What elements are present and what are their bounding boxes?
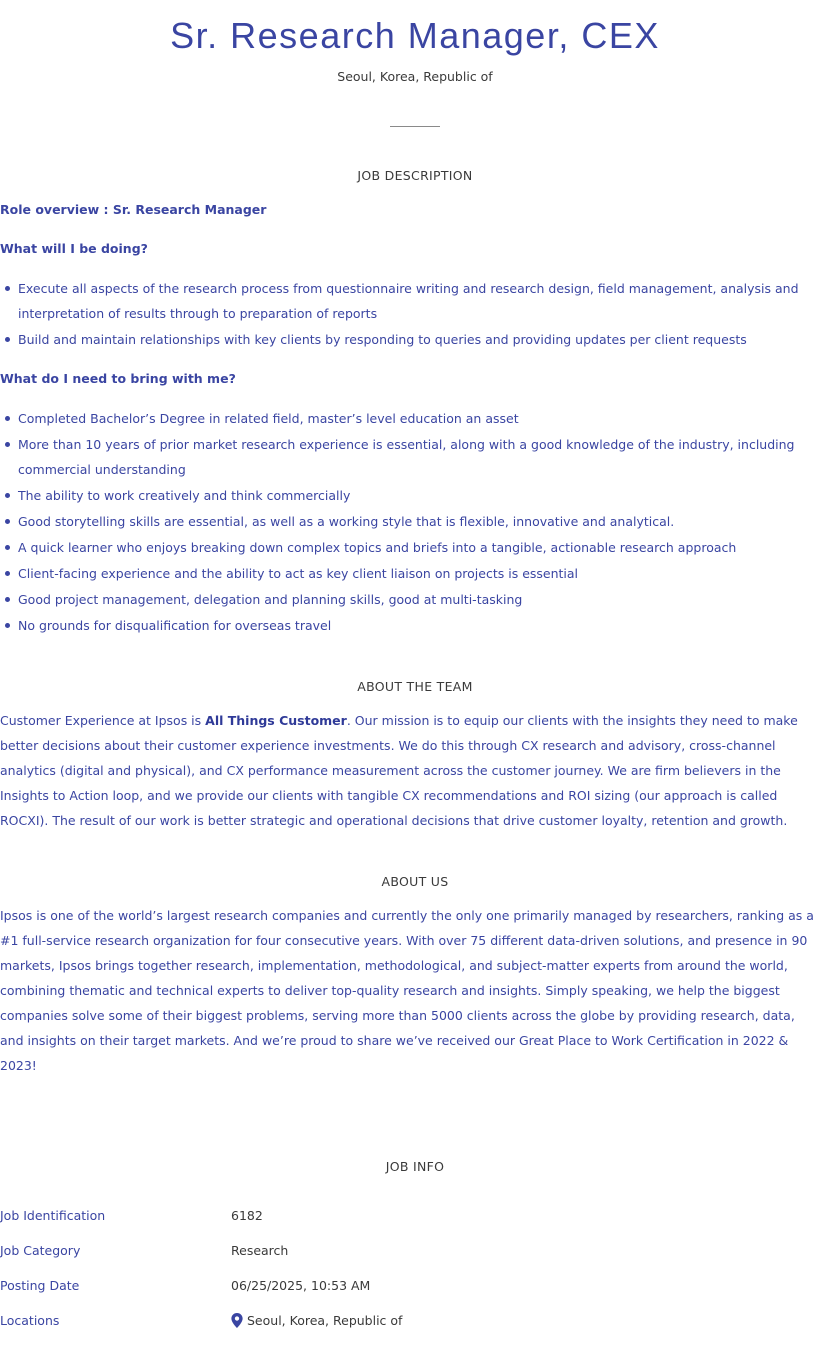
bring-heading: What do I need to bring with me? <box>0 371 236 386</box>
about-us-text: Ipsos is one of the world’s largest research companies and currently the only one primarily managed by researchers, ranking as a #1 full-service research organization for four consecutive years. With over 75 different data-driven solutions, and presence in 90 markets, Ipsos brings together research, implementation, methodological, and subject-matter experts from around the world, combining thematic and technical experts to deliver top-quality research and insights. Simply speaking, we help the biggest companies solve some of their biggest problems, serving more than 5000 clients across the globe by providing research, data, and insights on their target markets. And we’re proud to share we’ve received our Great Place to Work Certification in 2022 & 2023! <box>0 908 814 1073</box>
doing-list <box>0 276 815 353</box>
info-value: 06/25/2025, 10:53 AM <box>231 1278 371 1293</box>
job-title: Sr. Research Manager, CEX <box>170 15 660 56</box>
list-item: No grounds for disqualification for overseas travel <box>0 613 815 638</box>
job-info-heading: JOB INFO <box>385 1159 445 1174</box>
bullet-icon <box>5 519 10 524</box>
info-label: Posting Date <box>0 1278 80 1293</box>
list-item: A quick learner who enjoys breaking down complex topics and briefs into a tangible, actionable research approach <box>0 535 815 560</box>
about-us-heading: ABOUT US <box>381 874 449 889</box>
bullet-icon <box>5 571 10 576</box>
info-value: Seoul, Korea, Republic of <box>231 1311 402 1331</box>
bullet-icon <box>5 442 10 447</box>
role-overview: Role overview : Sr. Research Manager <box>0 202 267 217</box>
info-label: Locations <box>0 1313 60 1328</box>
bullet-icon <box>5 623 10 628</box>
map-pin-icon <box>231 1313 243 1328</box>
bullet-icon <box>5 597 10 602</box>
info-label: Job Identification <box>0 1208 106 1223</box>
list-item: Build and maintain relationships with key clients by responding to queries and providing updates per client requests <box>0 327 815 352</box>
job-info-row-id <box>0 1206 830 1226</box>
job-info-row-category <box>0 1241 830 1261</box>
bullet-icon <box>5 545 10 550</box>
bring-list <box>0 406 815 639</box>
bullet-icon <box>5 286 10 291</box>
info-label: Job Category <box>0 1243 81 1258</box>
job-info-row-locations <box>0 1311 830 1331</box>
list-item: Good project management, delegation and planning skills, good at multi-tasking <box>0 587 815 612</box>
job-description-heading: JOB DESCRIPTION <box>357 168 473 183</box>
list-item: Client-facing experience and the ability to act as key client liaison on projects is essential <box>0 561 815 586</box>
list-item: More than 10 years of prior market research experience is essential, along with a good knowledge of the industry, including commercial understanding <box>0 432 815 482</box>
list-item: Execute all aspects of the research process from questionnaire writing and research design, field management, analysis and interpretation of results through to preparation of reports <box>0 276 815 326</box>
list-item: Good storytelling skills are essential, as well as a working style that is flexible, innovative and analytical. <box>0 509 815 534</box>
info-value: 6182 <box>231 1208 263 1223</box>
info-value: Research <box>231 1243 289 1258</box>
bullet-icon <box>5 493 10 498</box>
job-location: Seoul, Korea, Republic of <box>337 69 493 84</box>
title-divider <box>390 126 440 127</box>
bullet-icon <box>5 337 10 342</box>
doing-heading: What will I be doing? <box>0 241 148 256</box>
list-item: The ability to work creatively and think commercially <box>0 483 815 508</box>
about-team-heading: ABOUT THE TEAM <box>357 679 473 694</box>
team-tagline: All Things Customer <box>205 713 347 728</box>
job-info-row-posting-date <box>0 1276 830 1296</box>
bullet-icon <box>5 416 10 421</box>
list-item: Completed Bachelor’s Degree in related field, master’s level education an asset <box>0 406 815 431</box>
about-team-text: Customer Experience at Ipsos is All Things Customer. Our mission is to equip our clients with the insights they need to make better decisions about their customer experience investments. We do this through CX research and advisory, cross-channel analytics (digital and physical), and CX performance measurement across the customer journey. We are firm believers in the Insights to Action loop, and we provide our clients with tangible CX recommendations and ROI sizing (our approach is called ROCXI). The result of our work is better strategic and operational decisions that drive customer loyalty, retention and growth. <box>0 713 798 828</box>
